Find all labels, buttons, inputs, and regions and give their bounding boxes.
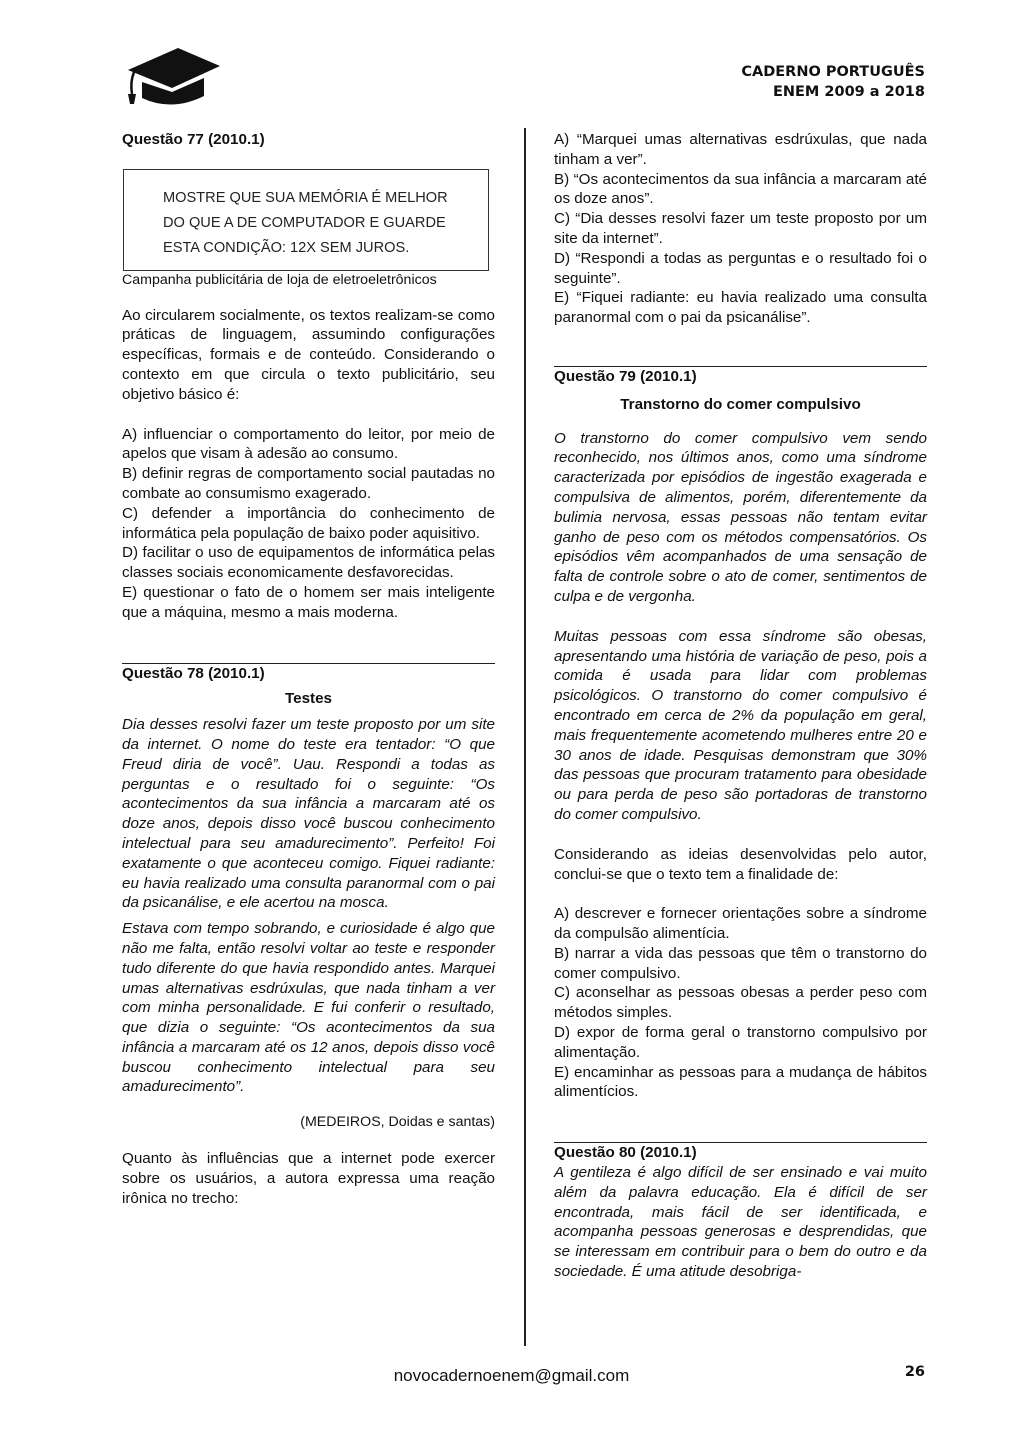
q78-option-c: C) “Dia desses resolvi fazer um teste proposto por um site da internet”. (554, 210, 927, 247)
q79-option-d: D) expor de forma geral o transtorno compulsivo por alimentação. (554, 1024, 927, 1061)
q77-option-e: E) questionar o fato de o homem ser mais inteligente que a máquina, mesmo a mais moderna. (122, 583, 495, 621)
q77-ad-line: MOSTRE QUE SUA MEMÓRIA É MELHOR (163, 189, 448, 206)
page-number: 26 (904, 1364, 925, 1380)
q77-title: Questão 77 (2010.1) (122, 131, 265, 148)
right-column (554, 130, 927, 1282)
left-column (122, 130, 495, 1208)
q79-option-e: E) encaminhar as pessoas para a mudança de hábitos alimentícios. (554, 1063, 927, 1101)
q78-option-b: B) “Os acontecimentos da sua infância a marcaram até os doze anos”. (554, 170, 927, 208)
q77-caption: Campanha publicitária de loja de eletroeletrônicos (122, 271, 437, 288)
q77-options (122, 425, 495, 623)
q77-ad-line: DO QUE A DE COMPUTADOR E GUARDE (163, 214, 446, 231)
q79-options (554, 904, 927, 1102)
q80-title: Questão 80 (2010.1) (554, 1144, 697, 1162)
q78-option-a: A) “Marquei umas alternativas esdrúxulas, que nada tinham a ver”. (554, 131, 927, 168)
column-divider (524, 128, 526, 1346)
q79-title: Questão 79 (2010.1) (554, 367, 697, 385)
header-title-line2: ENEM 2009 a 2018 (772, 84, 925, 100)
q78-prompt: Quanto às influências que a internet pode exercer sobre os usuários, a autora expressa uma reação irônica no trecho: (122, 1150, 495, 1207)
q79-subtitle: Transtorno do comer compulsivo (620, 395, 861, 413)
q79-paragraph-2: Muitas pessoas com essa síndrome são obesas, apresentando uma história de variação de peso, pois a comida é usada para lidar com problemas psicológicos. O transtorno do comer compulsivo é encontrado em cerca de 2% da população em geral, mais frequentemente acometendo mulheres entre 20 e 30 anos de idade. Pesquisas demonstram que 30% das pessoas que procuram tratamento para obesidade ou para perda de peso são portadoras de transtorno do comer compulsivo. (554, 627, 927, 823)
q79-option-b: B) narrar a vida das pessoas que têm o transtorno do comer compulsivo. (554, 944, 927, 982)
q78-option-d: D) “Respondi a todas as perguntas e o resultado foi o seguinte”. (554, 249, 927, 287)
q79-option-c: C) aconselhar as pessoas obesas a perder peso com métodos simples. (554, 984, 927, 1022)
header-title-line1: CADERNO PORTUGUÊS (741, 64, 925, 80)
q77-option-c: C) defender a importância do conhecimento de informática pela população de baixo poder aquisitivo. (122, 504, 495, 542)
q78-options (554, 130, 927, 328)
q79-option-a: A) descrever e fornecer orientações sobre a síndrome da compulsão alimentícia. (554, 905, 927, 943)
q78-source: (MEDEIROS, Doidas e santas) (300, 1114, 495, 1131)
q80-paragraph-1: A gentileza é algo difícil de ser ensinado e vai muito além da palavra educação. Ela é difícil de ser encontrada, mais fácil de ser identificada, e acompanha pessoas generosas e desprendidas, que se interessam em contribuir para o bem do outro e da sociedade. É uma atitude desobriga- (554, 1164, 927, 1281)
q78-option-e: E) “Fiquei radiante: eu havia realizado uma consulta paranormal com o pai da psicanálise”. (554, 289, 927, 327)
footer-email: novocadernoenem@gmail.com (393, 1366, 630, 1385)
q79-prompt: Considerando as ideias desenvolvidas pelo autor, conclui-se que o texto tem a finalidade de: (554, 845, 927, 883)
q79-paragraph-1: O transtorno do comer compulsivo vem sendo reconhecido, nos últimos anos, como uma síndrome caracterizada por episódios de ingestão exagerada e compulsiva de alimentos, porém, diferentemente da bulimia nervosa, essas pessoas não tentam evitar ganho de peso com os métodos compensatórios. Os episódios vêm acompanhados de uma sensação de falta de controle sobre o ato de comer, sentimentos de culpa e de vergonha. (554, 429, 927, 605)
q78-paragraph-2: Estava com tempo sobrando, e curiosidade é algo que não me falta, então resolvi voltar ao teste e responder tudo diferente do que havia respondido antes. Marquei umas alternativas esdrúxulas, que nada tinham a ver com minha personalidade. E fui conferir o resultado, que dizia o seguinte: “Os acontecimentos da sua infância a marcaram até os 12 anos, depois disso você buscou conhecimento intelectual para seu amadurecimento”. (122, 920, 495, 1096)
header-title (741, 62, 925, 102)
q78-paragraph-1: Dia desses resolvi fazer um teste proposto por um site da internet. O nome do teste era tentador: “O que Freud diria de você”. Uau. Respondi a todas as perguntas e o resultado foi o seguinte: “Os acontecimentos da sua infância a marcaram até os doze anos, depois disso você buscou conhecimento intelectual para seu amadurecimento”. Perfeito! Foi exatamente o que aconteceu comigo. Fiquei radiante: eu havia realizado uma consulta paranormal com o pai da psicanálise, e ele acertou na mosca. (122, 716, 495, 912)
q78-title: Questão 78 (2010.1) (122, 664, 265, 682)
q77-option-a: A) influenciar o comportamento do leitor, por meio de apelos que visam à adesão ao consumo. (122, 425, 495, 463)
q77-ad-box (123, 169, 489, 271)
graduation-cap-icon (126, 42, 222, 108)
q77-option-d: D) facilitar o uso de equipamentos de informática pelas classes sociais economicamente desfavorecidas. (122, 544, 495, 582)
q77-prompt: Ao circularem socialmente, os textos realizam-se como práticas de linguagem, assumindo configurações específicas, formais e de conteúdo. Considerando o contexto em que circula o texto publicitário, seu objetivo básico é: (122, 306, 495, 403)
q77-option-b: B) definir regras de comportamento social pautadas no combate ao consumismo exagerado. (122, 465, 495, 502)
q77-ad-line: ESTA CONDIÇÃO: 12X SEM JUROS. (163, 239, 410, 256)
q78-subtitle: Testes (285, 690, 332, 708)
